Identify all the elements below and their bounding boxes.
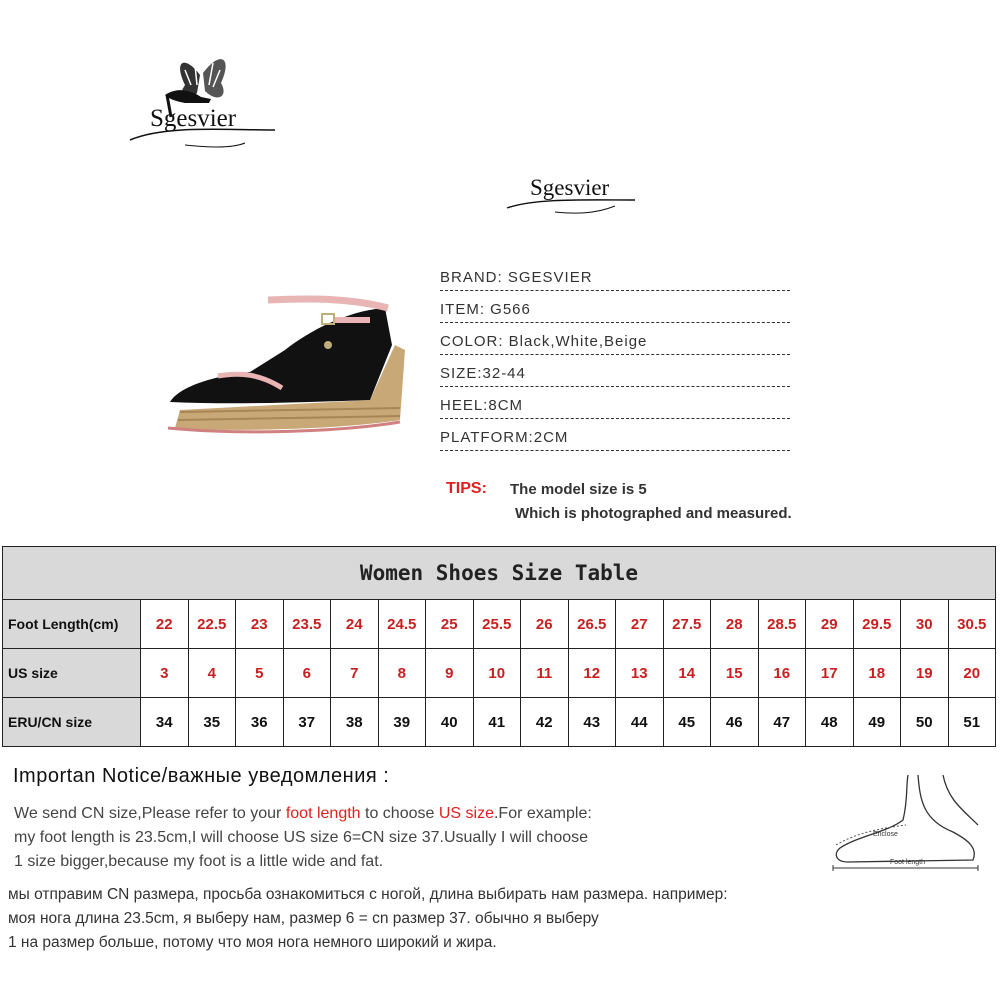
size-table-cell: 25 — [426, 600, 474, 649]
tips-line-1: The model size is 5 — [510, 481, 647, 498]
size-table-cell: 17 — [806, 649, 854, 698]
size-table-cell: 8 — [378, 649, 426, 698]
size-table-cell: 40 — [426, 698, 474, 747]
size-table-row-label: ERU/CN size — [3, 698, 141, 747]
size-table-title: Women Shoes Size Table — [3, 547, 996, 600]
size-table-cell: 28.5 — [758, 600, 806, 649]
size-table — [2, 546, 996, 747]
size-table-cell: 18 — [853, 649, 901, 698]
size-table-row-label: Foot Length(cm) — [3, 600, 141, 649]
foot-length-label: Foot length — [890, 859, 926, 866]
size-table-cell: 48 — [806, 698, 854, 747]
size-table-cell: 28 — [711, 600, 759, 649]
size-table-cell: 29.5 — [853, 600, 901, 649]
size-table-cell: 27.5 — [663, 600, 711, 649]
size-table-cell: 23 — [236, 600, 284, 649]
size-table-cell: 22.5 — [188, 600, 236, 649]
spec-platform: PLATFORM:2CM — [440, 428, 790, 451]
size-table-row — [3, 649, 996, 698]
notice-highlight-us-size: US size — [438, 805, 494, 822]
size-table-cell: 9 — [426, 649, 474, 698]
size-table-cell: 7 — [331, 649, 379, 698]
size-table-cell: 5 — [236, 649, 284, 698]
size-table-cell: 47 — [758, 698, 806, 747]
spec-brand: BRAND: SGESVIER — [440, 268, 790, 291]
notice-text: to choose — [360, 805, 439, 822]
size-table-cell: 29 — [806, 600, 854, 649]
notice-highlight-foot-length: foot length — [285, 805, 361, 822]
size-table-cell: 25.5 — [473, 600, 521, 649]
notice-en-line-2: my foot length is 23.5cm,I will choose US size 6=CN size 37.Usually I will choose — [14, 829, 589, 846]
size-table-cell: 24 — [331, 600, 379, 649]
spec-size: SIZE:32-44 — [440, 364, 790, 387]
size-table-cell: 15 — [711, 649, 759, 698]
spec-color: COLOR: Black,White,Beige — [440, 332, 790, 355]
size-table-row — [3, 600, 996, 649]
size-table-cell: 38 — [331, 698, 379, 747]
size-table-cell: 39 — [378, 698, 426, 747]
notice-ru-line-1: мы отправим CN размера, просьба ознакомиться с ногой, длина выбирать нам размера. например: — [8, 886, 728, 903]
size-table-row-label: US size — [3, 649, 141, 698]
notice-ru-line-3: 1 на размер больше, потому что моя нога немного широкий и жира. — [8, 934, 497, 951]
notice-ru-line-2: моя нога длина 23.5cm, я выберу нам, размер 6 = cn размер 37. обычно я выберу — [8, 910, 599, 927]
spec-item: ITEM: G566 — [440, 300, 790, 323]
size-table-cell: 16 — [758, 649, 806, 698]
tips-line-2: Which is photographed and measured. — [515, 505, 792, 522]
size-table-cell: 49 — [853, 698, 901, 747]
size-table-cell: 6 — [283, 649, 331, 698]
size-table-cell: 4 — [188, 649, 236, 698]
product-shoe-image — [160, 290, 415, 450]
size-table-cell: 26 — [521, 600, 569, 649]
size-table-cell: 45 — [663, 698, 711, 747]
size-table-cell: 3 — [141, 649, 189, 698]
spec-heel: HEEL:8CM — [440, 396, 790, 419]
size-table-cell: 19 — [901, 649, 949, 698]
foot-enclose-label: Enclose — [873, 831, 898, 838]
size-table-cell: 46 — [711, 698, 759, 747]
size-table-cell: 34 — [141, 698, 189, 747]
size-table-cell: 22 — [141, 600, 189, 649]
size-table-cell: 13 — [616, 649, 664, 698]
notice-en-line-3: 1 size bigger,because my foot is a little wide and fat. — [14, 853, 384, 870]
size-table-cell: 11 — [521, 649, 569, 698]
size-table-cell: 41 — [473, 698, 521, 747]
brand-logo-text: Sgesvier — [150, 105, 237, 132]
size-table-cell: 26.5 — [568, 600, 616, 649]
notice-title: Importan Notice/важные уведомления : — [13, 765, 390, 787]
size-table-cell: 24.5 — [378, 600, 426, 649]
size-table-cell: 30.5 — [948, 600, 996, 649]
size-table-cell: 23.5 — [283, 600, 331, 649]
size-table-cell: 20 — [948, 649, 996, 698]
size-table-cell: 36 — [236, 698, 284, 747]
size-table-row — [3, 698, 996, 747]
size-table-cell: 51 — [948, 698, 996, 747]
brand-logo-small-text: Sgesvier — [530, 175, 610, 200]
size-table-cell: 35 — [188, 698, 236, 747]
brand-logo-image — [125, 45, 285, 155]
size-table-cell: 27 — [616, 600, 664, 649]
size-table-cell: 44 — [616, 698, 664, 747]
size-table-cell: 42 — [521, 698, 569, 747]
size-table-cell: 10 — [473, 649, 521, 698]
foot-measure-diagram — [828, 770, 988, 875]
size-table-cell: 37 — [283, 698, 331, 747]
size-table-cell: 12 — [568, 649, 616, 698]
size-table-cell: 30 — [901, 600, 949, 649]
tips-label: TIPS: — [446, 480, 487, 497]
size-table-cell: 43 — [568, 698, 616, 747]
notice-text: .For example: — [493, 805, 592, 822]
size-table-cell: 14 — [663, 649, 711, 698]
notice-text: We send CN size,Please refer to your — [14, 805, 286, 822]
notice-en-line-1 — [14, 805, 592, 823]
size-table-cell: 50 — [901, 698, 949, 747]
